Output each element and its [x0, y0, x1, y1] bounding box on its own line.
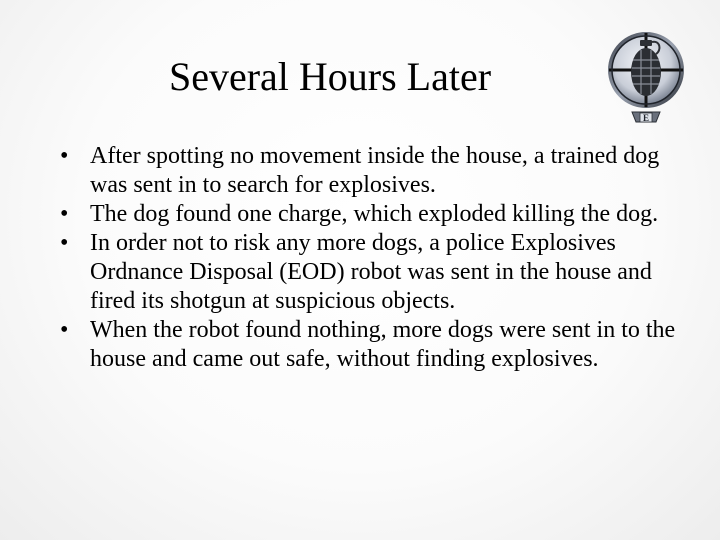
bullet-text: In order not to risk any more dogs, a police Explosives Ordnance Disposal (EOD) robot was sent in the house and fired its shotgun at suspicious objects. [90, 230, 652, 314]
bullet-list [60, 142, 680, 374]
bullet-text: After spotting no movement inside the house, a trained dog was sent in to search for explosives. [90, 143, 660, 198]
bullet-text: When the robot found nothing, more dogs were sent in to the house and came out safe, without finding explosives. [90, 317, 676, 372]
bullet-dot: • [60, 230, 69, 256]
bullet-item [60, 200, 680, 229]
bullet-dot: • [60, 201, 69, 227]
bullet-item [60, 229, 680, 316]
bullet-item [60, 142, 680, 200]
bullet-text: The dog found one charge, which exploded killing the dog. [90, 201, 659, 227]
bullet-item [60, 316, 680, 374]
bullet-dot: • [60, 143, 69, 169]
grenade-crosshair-icon [606, 20, 686, 128]
slide-title: Several Hours Later [168, 54, 492, 99]
logo-badge: E [642, 113, 650, 123]
bullet-dot: • [60, 317, 69, 343]
